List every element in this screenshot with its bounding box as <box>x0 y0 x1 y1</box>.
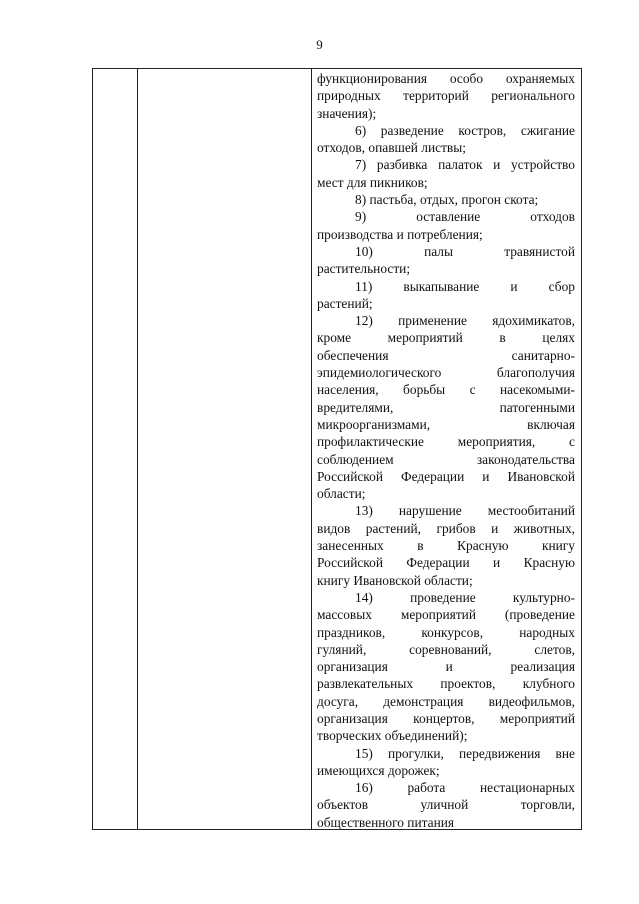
text-line: занесенных в Красную книгу <box>317 538 575 554</box>
text-line: Российской Федерации и Красную <box>317 555 575 571</box>
text-line: эпидемиологического благополучия <box>317 365 575 381</box>
text-line: развлекательных проектов, клубного <box>317 676 575 692</box>
table-column-divider-1 <box>137 69 138 829</box>
text-line: организация и реализация <box>317 659 575 675</box>
text-line: производства и потребления; <box>317 226 483 242</box>
text-line: значения); <box>317 105 377 121</box>
text-line: функционирования особо охраняемых <box>317 71 575 86</box>
text-line: мест для пикников; <box>317 174 428 190</box>
text-line: населения, борьбы с насекомыми- <box>317 382 575 398</box>
text-line: организация концертов, мероприятий <box>317 710 575 726</box>
table-column-divider-2 <box>311 69 312 829</box>
text-line: микроорганизмами, включая <box>317 416 575 432</box>
text-line: вредителями, патогенными <box>317 399 575 415</box>
text-line: объектов уличной торговли, <box>317 797 575 813</box>
page-number: 9 <box>316 37 323 52</box>
text-line: 11) выкапывание и сбор <box>355 278 575 294</box>
text-line: природных территорий регионального <box>317 88 575 104</box>
text-line: 9) оставление отходов <box>355 209 575 225</box>
text-line: профилактические мероприятия, с <box>317 434 575 450</box>
text-line: отходов, опавшей листвы; <box>317 140 466 156</box>
text-line: 8) пастьба, отдых, прогон скота; <box>355 192 539 208</box>
text-line: массовых мероприятий (проведение <box>317 607 575 623</box>
text-line: Российской Федерации и Ивановской <box>317 468 575 484</box>
text-line: гуляний, соревнований, слетов, <box>317 641 575 657</box>
text-line: 16) работа нестационарных <box>355 780 575 796</box>
text-line: соблюдением законодательства <box>317 451 575 467</box>
text-line: растительности; <box>317 261 411 277</box>
text-line: обеспечения санитарно- <box>317 347 575 363</box>
text-line: праздников, конкурсов, народных <box>317 624 575 640</box>
text-line: 13) нарушение местообитаний <box>355 503 575 519</box>
text-line: 7) разбивка палаток и устройство <box>355 157 575 173</box>
text-line: общественного питания <box>317 814 455 830</box>
text-line: творческих объединений); <box>317 728 468 744</box>
text-line: 14) проведение культурно- <box>355 589 575 605</box>
text-line: видов растений, грибов и животных, <box>317 520 575 536</box>
text-line: досуга, демонстрация видеофильмов, <box>317 693 575 709</box>
text-line: кроме мероприятий в целях <box>317 330 575 346</box>
text-line: растений; <box>317 295 373 311</box>
text-line: имеющихся дорожек; <box>317 762 440 778</box>
table-cell-text <box>317 70 575 831</box>
text-line: 6) разведение костров, сжигание <box>355 122 575 138</box>
text-line: 15) прогулки, передвижения вне <box>355 745 575 761</box>
document-table <box>92 68 582 830</box>
text-line: 10) палы травянистой <box>355 243 575 259</box>
text-line: области; <box>317 486 366 502</box>
text-line: 12) применение ядохимикатов, <box>355 313 575 329</box>
text-line: книгу Ивановской области; <box>317 572 473 588</box>
